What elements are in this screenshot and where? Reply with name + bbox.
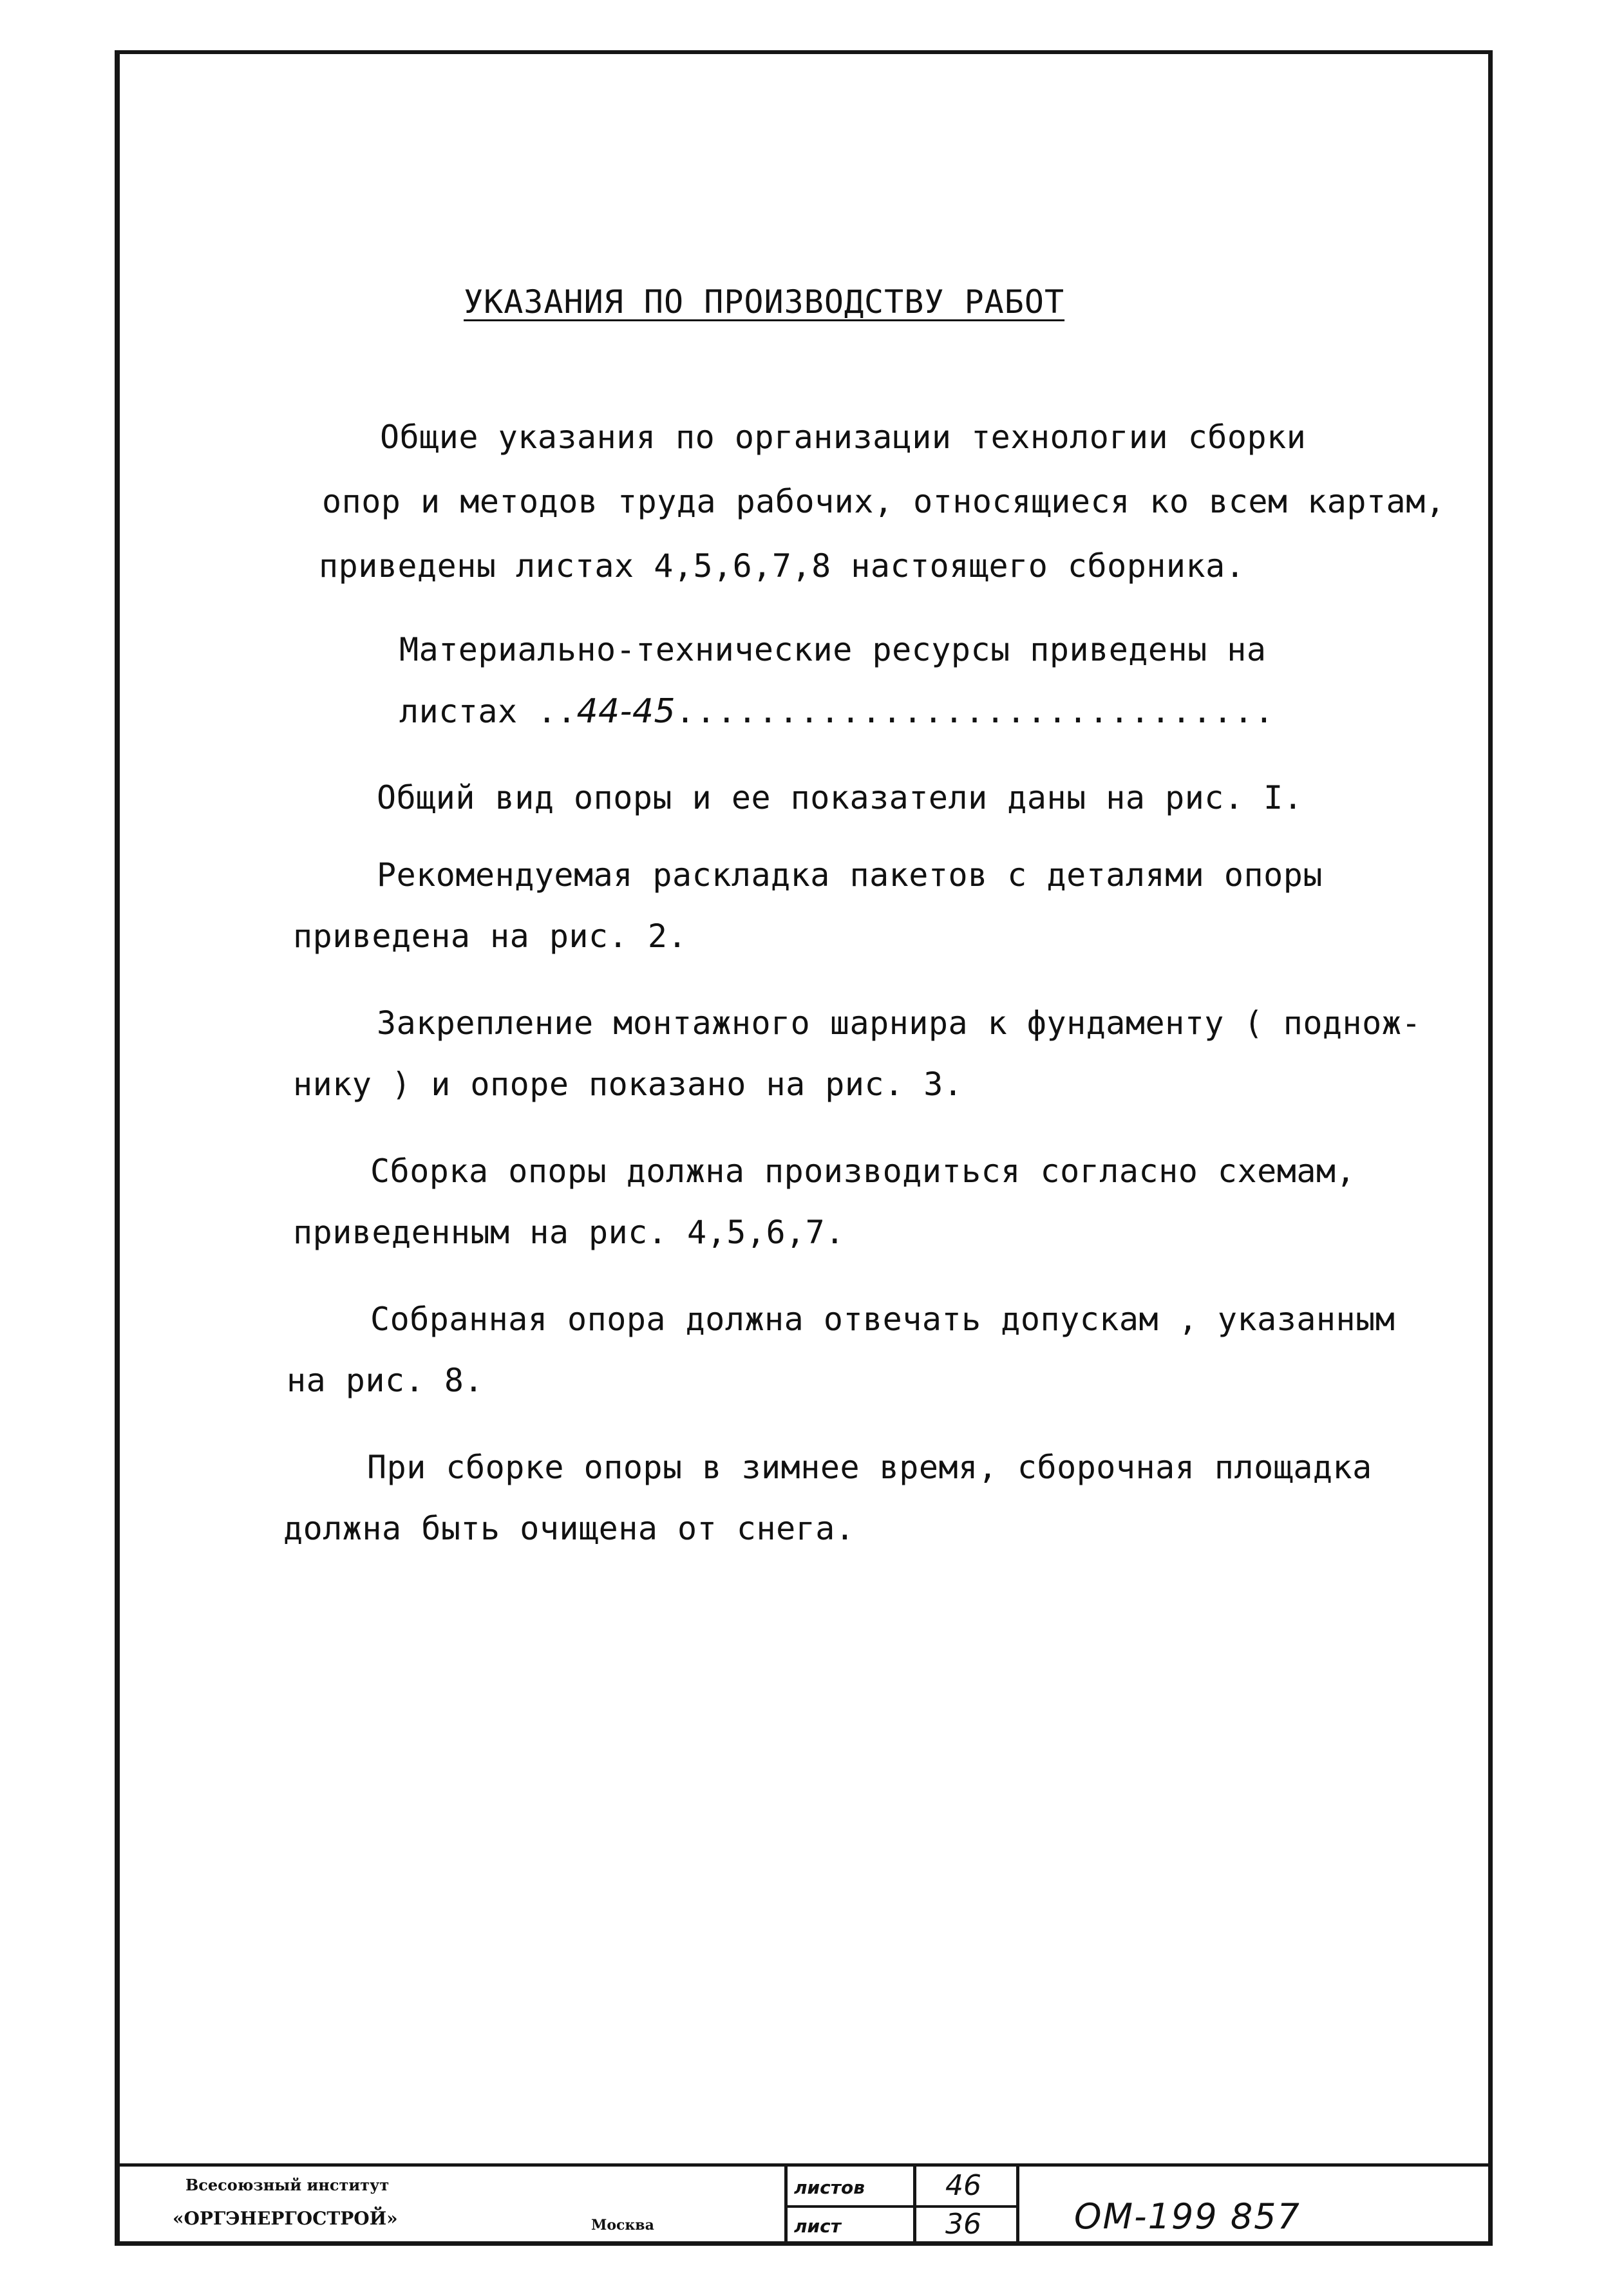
document-number: ОМ-199 857 [1074,2196,1301,2237]
institute-name-line1: Всесоюзный институт [185,2176,390,2194]
paragraph-1-line-2: опор и методов труда рабочих, относящиеся ко всем картам, [322,483,1446,520]
paragraph-4-line-2: приведена на рис. 2. [293,917,688,955]
paragraph-7-line-1: Собранная опора должна отвечать допускам , указанным [370,1301,1395,1338]
city-label: Москва [591,2217,654,2234]
sheets-count-label: листов [794,2177,865,2198]
paragraph-5-line-2: нику ) и опоре показано на рис. 3. [293,1066,963,1103]
page-title: УКАЗАНИЯ ПО ПРОИЗВОДСТВУ РАБОТ [464,283,1065,321]
handwritten-sheet-range: 44-45 [576,692,676,731]
paragraph-2-line-2-text: листах .. [399,693,577,730]
paragraph-7-line-2: на рис. 8. [287,1362,484,1399]
paragraph-6-line-1: Сборка опоры должна производиться согласно схемам, [370,1153,1356,1190]
paragraph-1-line-3: приведены листах 4,5,6,7,8 настоящего сборника. [319,547,1245,585]
paragraph-5-line-1: Закрепление монтажного шарнира к фундаменту ( поднож- [377,1004,1421,1042]
paragraph-8-line-2: должна быть очищена от снега. [283,1510,855,1547]
paragraph-3-line-1: Общий вид опоры и ее показатели даны на рис. I. [377,779,1303,816]
dotted-leader: ............................. [676,693,1276,730]
paragraph-2-line-2 [399,692,1275,731]
paragraph-1-line-1: Общие указания по организации технологии сборки [380,419,1307,456]
title-block-stamp [115,2163,1493,2246]
paragraph-2-line-1: Материально-технические ресурсы приведены на [399,631,1267,668]
paragraph-6-line-2: приведенным на рис. 4,5,6,7. [293,1214,845,1251]
paragraph-4-line-1: Рекомендуемая раскладка пакетов с деталями опоры [377,856,1323,894]
sheets-count-value: 46 [945,2169,981,2202]
sheet-number-value: 36 [945,2208,981,2241]
page-frame [115,50,1493,2246]
paragraph-8-line-1: При сборке опоры в зимнее время, сборочная площадка [367,1449,1372,1486]
stamp-row-divider [784,2205,1019,2208]
institute-name-line2: «ОРГЭНЕРГОСТРОЙ» [173,2208,398,2229]
sheet-number-label: лист [794,2216,841,2237]
